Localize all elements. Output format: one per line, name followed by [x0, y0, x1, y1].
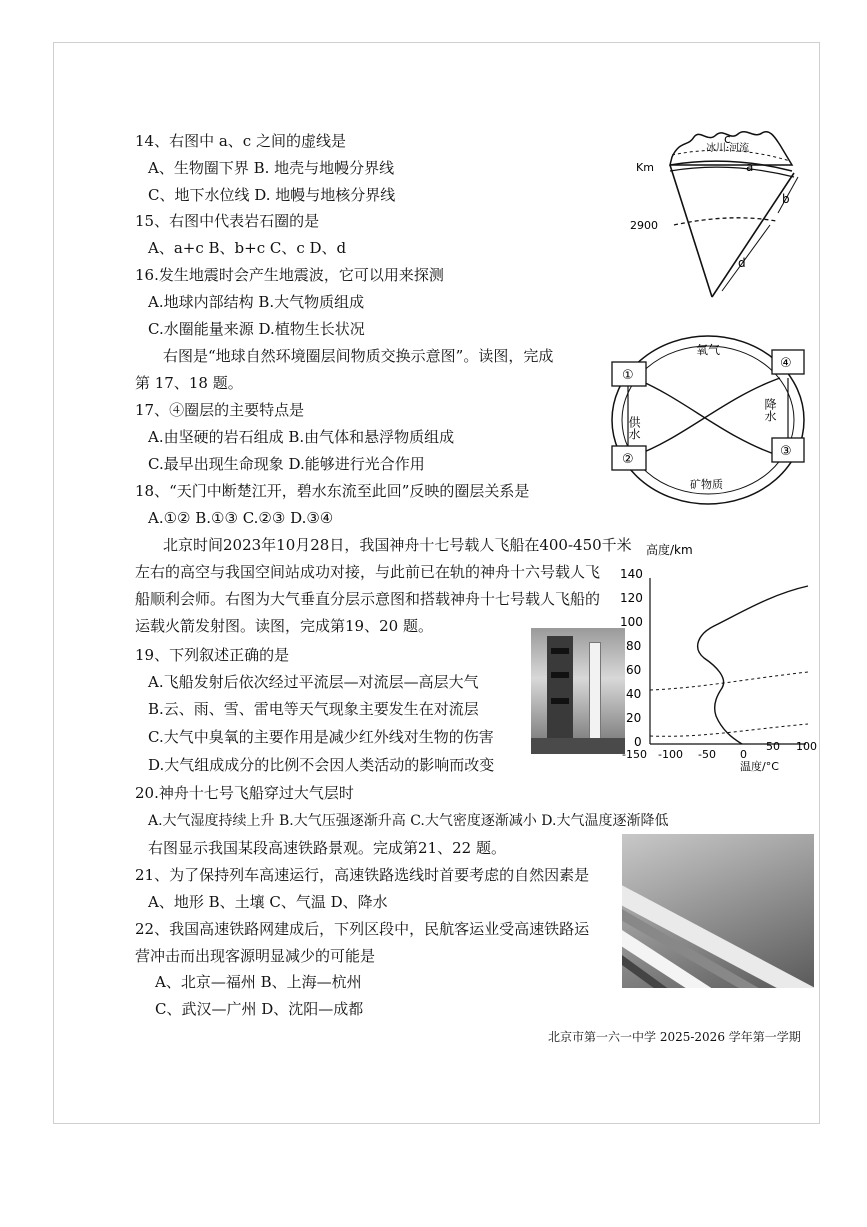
q19-option-c: C.大气中臭氧的主要作用是减少红外线对生物的伤害	[148, 728, 494, 746]
rocket-launch-photo	[531, 628, 625, 754]
x-tick: 50	[766, 740, 780, 753]
y-tick: 0	[634, 735, 642, 749]
x-tick: -50	[698, 748, 716, 761]
question-14: 14、右图中 a、c 之间的虚线是	[135, 132, 346, 150]
x-tick-labels	[622, 740, 817, 761]
x-axis-label: 温度/°C	[740, 760, 779, 773]
q17-options-cd: C.最早出现生命现象 D.能够进行光合作用	[148, 455, 425, 473]
railway-photo	[622, 834, 814, 988]
node-1: ①	[622, 368, 634, 383]
x-tick: -100	[658, 748, 683, 761]
q20-options: A.大气湿度持续上升 B.大气压强逐渐升高 C.大气密度逐渐减小 D.大气温度逐渐降低	[148, 813, 669, 829]
intro-19-20-line3: 船顺利会师。右图为大气垂直分层示意图和搭载神舟十七号载人飞船的	[135, 590, 601, 608]
y-tick: 100	[620, 615, 643, 629]
intro-19-20-line1: 北京时间2023年10月28日，我国神舟十七号载人飞船在400-450千米	[163, 536, 632, 554]
q16-options-ab: A.地球内部结构 B.大气物质组成	[148, 293, 365, 311]
q14-options-ab: A、生物圈下界 B. 地壳与地幔分界线	[148, 159, 395, 177]
label-oxygen: 氧气	[696, 343, 721, 357]
q15-options: A、a+c B、b+c C、c D、d	[148, 239, 347, 257]
label-km: Km	[636, 161, 654, 174]
question-18: 18、“天门中断楚江开，碧水东流至此回”反映的圈层关系是	[135, 482, 530, 500]
q19-option-b: B.云、雨、雪、雷电等天气现象主要发生在对流层	[148, 700, 479, 718]
y-tick: 60	[626, 663, 642, 677]
label-water-supply: 供水	[627, 416, 641, 440]
q18-options: A.①② B.①③ C.②③ D.③④	[148, 509, 334, 527]
temperature-curve	[698, 586, 808, 744]
sphere-exchange-diagram	[604, 328, 814, 513]
question-22-line2: 营冲击而出现客源明显减少的可能是	[135, 947, 376, 965]
y-tick: 140	[620, 567, 643, 581]
node-2: ②	[622, 452, 634, 467]
label-a: a	[746, 160, 754, 174]
x-tick: 100	[796, 740, 817, 753]
y-tick: 80	[626, 639, 642, 653]
q14-options-cd: C、地下水位线 D. 地幔与地核分界线	[148, 186, 396, 204]
q22-options-ab: A、北京—福州 B、上海—杭州	[155, 973, 362, 991]
atmosphere-profile-chart	[612, 538, 818, 778]
question-20: 20.神舟十七号飞船穿过大气层时	[135, 784, 354, 802]
intro-19-20-line4: 运载火箭发射图。读图，完成第19、20 题。	[135, 617, 433, 635]
label-2900: 2900	[630, 219, 658, 232]
intro-17-18-line2: 第 17、18 题。	[135, 374, 243, 392]
q19-option-a: A.飞船发射后依次经过平流层—对流层—高层大气	[148, 673, 479, 691]
y-axis-label: 高度/km	[646, 543, 693, 557]
y-tick-labels	[620, 567, 643, 749]
q16-options-cd: C.水圈能量来源 D.植物生长状况	[148, 320, 365, 338]
q17-options-ab: A.由坚硬的岩石组成 B.由气体和悬浮物质组成	[148, 428, 455, 446]
label-minerals: 矿物质	[690, 478, 723, 491]
intro-19-20-line2: 左右的高空与我国空间站成功对接，与此前已在轨的神舟十六号载人飞	[135, 563, 601, 581]
label-precipitation: 降水	[763, 398, 777, 422]
stratosphere-top-line	[650, 672, 808, 690]
question-19: 19、下列叙述正确的是	[135, 646, 290, 664]
node-3: ③	[780, 444, 792, 459]
x-tick: 0	[740, 748, 747, 761]
label-d: d	[738, 256, 746, 270]
x-tick: -150	[622, 748, 647, 761]
intro-17-18-line1: 右图是“地球自然环境圈层间物质交换示意图”。读图，完成	[163, 347, 554, 365]
question-21: 21、为了保持列车高速运行，高速铁路选线时首要考虑的自然因素是	[135, 866, 590, 884]
question-15: 15、右图中代表岩石圈的是	[135, 212, 320, 230]
label-b: b	[782, 192, 790, 206]
label-ice-river: 冰川·河流	[706, 143, 750, 154]
q19-option-d: D.大气组成成分的比例不会因人类活动的影响而改变	[148, 756, 495, 774]
node-4: ④	[780, 356, 792, 371]
q22-options-cd: C、武汉—广州 D、沈阳—成都	[155, 1000, 364, 1018]
question-16: 16.发生地震时会产生地震波，它可以用来探测	[135, 266, 444, 284]
y-tick: 40	[626, 687, 642, 701]
y-tick: 120	[620, 591, 643, 605]
footer-school-term: 北京市第一六一中学 2025-2026 学年第一学期	[548, 1030, 801, 1044]
question-17: 17、④圈层的主要特点是	[135, 401, 305, 419]
question-22-line1: 22、我国高速铁路网建成后，下列区段中，民航客运业受高速铁路运	[135, 920, 590, 938]
earth-layers-diagram	[630, 125, 820, 305]
label-c: c	[724, 132, 731, 146]
q21-options: A、地形 B、土壤 C、气温 D、降水	[148, 893, 388, 911]
intro-21-22: 右图显示我国某段高速铁路景观。完成第21、22 题。	[148, 839, 506, 857]
y-tick: 20	[626, 711, 642, 725]
